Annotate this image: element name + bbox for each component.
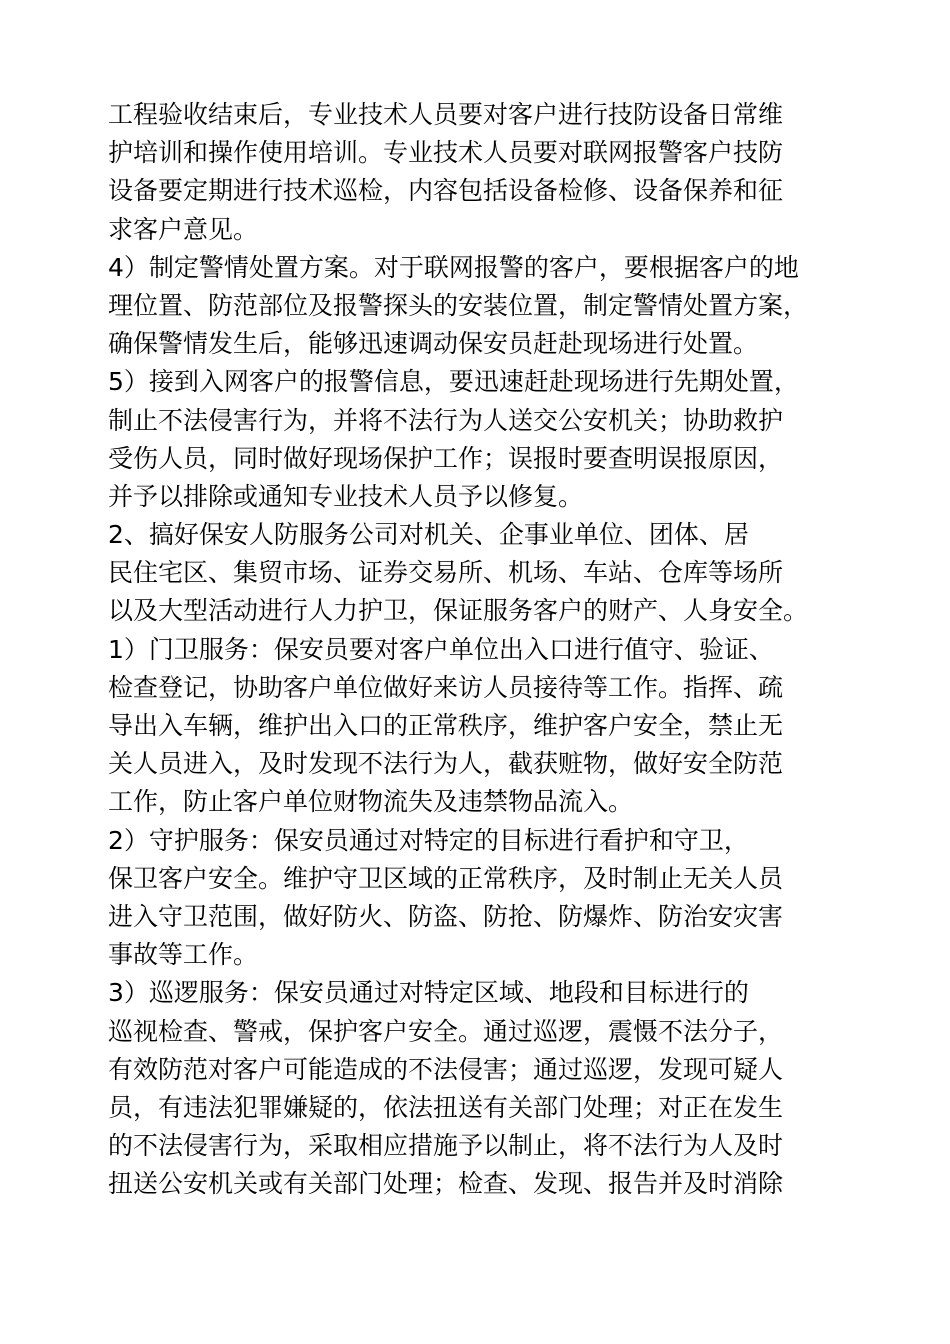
text-line: 民住宅区、集贸市场、证券交易所、机场、车站、仓库等场所 xyxy=(108,558,784,588)
text-line: 关人员进入，及时发现不法行为人，截获赃物，做好安全防范 xyxy=(108,749,784,779)
text-line: 导出入车辆，维护出入口的正常秩序，维护客户安全，禁止无 xyxy=(108,711,784,740)
text-line: 4）制定警情处置方案。对于联网报警的客户，要根据客户的地 xyxy=(108,252,799,282)
text-line: 2、搞好保安人防服务公司对机关、企事业单位、团体、居 xyxy=(108,520,749,550)
text-line: 1）门卫服务：保安员要对客户单位出入口进行值守、验证、 xyxy=(108,634,774,664)
document-body xyxy=(108,96,888,1203)
text-line: 事故等工作。 xyxy=(108,940,259,970)
text-line: 工作，防止客户单位财物流失及违禁物品流入。 xyxy=(108,787,634,817)
text-line: 的不法侵害行为，采取相应措施予以制止，将不法行为人及时 xyxy=(108,1131,784,1161)
text-line: 检查登记，协助客户单位做好来访人员接待等工作。指挥、疏 xyxy=(108,672,784,702)
text-line: 巡视检查、警戒，保护客户安全。通过巡逻，震慑不法分子， xyxy=(108,1016,784,1046)
text-line: 求客户意见。 xyxy=(108,214,259,244)
text-line: 理位置、防范部位及报警探头的安装位置，制定警情处置方案， xyxy=(108,290,809,320)
text-line: 5）接到入网客户的报警信息，要迅速赶赴现场进行先期处置， xyxy=(108,367,799,397)
text-line: 3）巡逻服务：保安员通过对特定区域、地段和目标进行的 xyxy=(108,978,749,1008)
text-line: 进入守卫范围，做好防火、防盗、防抢、防爆炸、防治安灾害 xyxy=(108,901,784,931)
text-line: 以及大型活动进行人力护卫，保证服务客户的财产、人身安全。 xyxy=(108,596,809,626)
text-line: 护培训和操作使用培训。专业技术人员要对联网报警客户技防 xyxy=(108,138,784,168)
text-line: 2）守护服务：保安员通过对特定的目标进行看护和守卫， xyxy=(108,825,749,855)
text-line: 员，有违法犯罪嫌疑的，依法扭送有关部门处理；对正在发生 xyxy=(108,1092,784,1122)
text-line: 设备要定期进行技术巡检，内容包括设备检修、设备保养和征 xyxy=(108,176,784,206)
text-line: 保卫客户安全。维护守卫区域的正常秩序，及时制止无关人员 xyxy=(108,863,784,893)
text-line: 确保警情发生后，能够迅速调动保安员赶赴现场进行处置。 xyxy=(108,329,759,359)
text-line: 扭送公安机关或有关部门处理；检查、发现、报告并及时消除 xyxy=(108,1169,784,1199)
text-line: 制止不法侵害行为，并将不法行为人送交公安机关；协助救护 xyxy=(108,405,784,435)
text-line: 有效防范对客户可能造成的不法侵害；通过巡逻，发现可疑人 xyxy=(108,1054,784,1084)
text-line: 受伤人员，同时做好现场保护工作；误报时要查明误报原因， xyxy=(108,443,784,473)
text-line: 工程验收结束后，专业技术人员要对客户进行技防设备日常维 xyxy=(108,100,784,129)
text-line: 并予以排除或通知专业技术人员予以修复。 xyxy=(108,481,584,511)
